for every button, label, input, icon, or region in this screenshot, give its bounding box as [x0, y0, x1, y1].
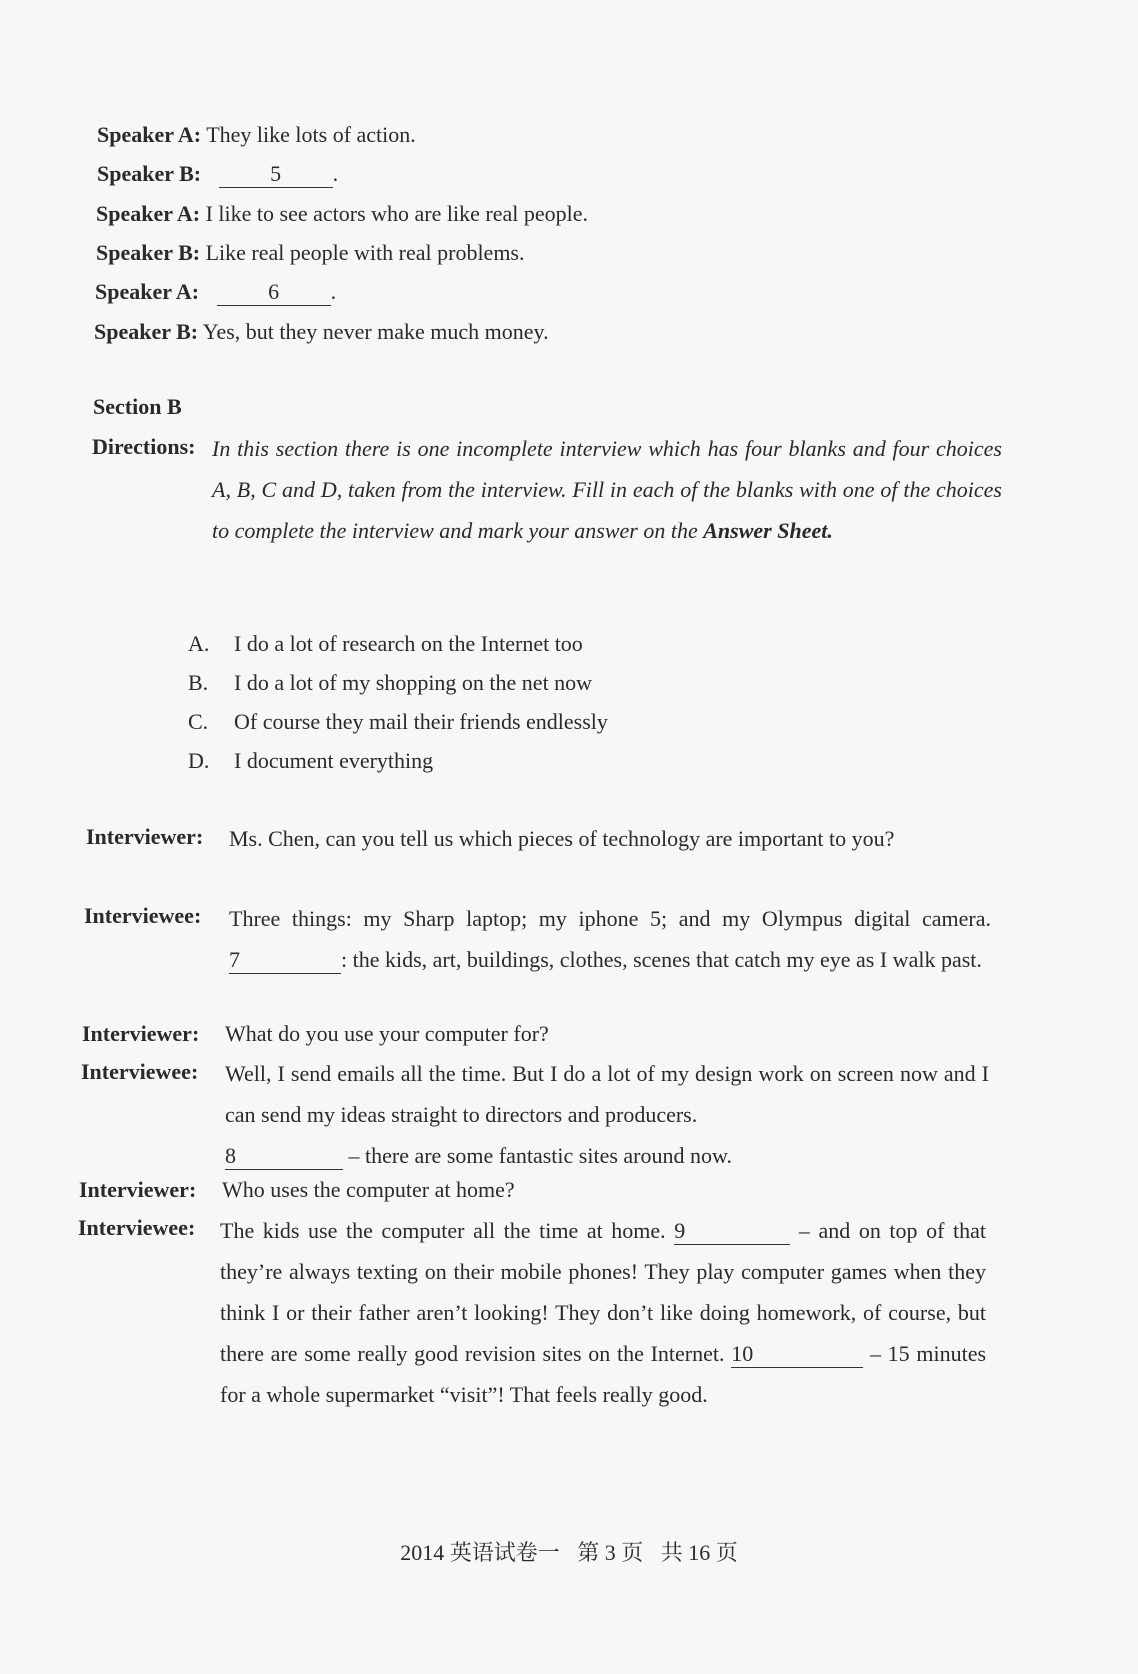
dialogue-text: They like lots of action.	[206, 122, 416, 147]
option-item	[188, 746, 433, 776]
dialogue-line	[95, 277, 336, 307]
speaker-label: Speaker A:	[96, 201, 201, 226]
answer-text: Well, I send emails all the time. But I do a lot of my design work on screen now and I can send my ideas straight to directors and producers.	[225, 1061, 989, 1127]
dialogue-text: .	[332, 161, 339, 186]
footer-exam-title: 2014 英语试卷一	[400, 1540, 560, 1565]
footer-page-number: 第 3 页	[577, 1540, 644, 1565]
answer-blank: 10	[731, 1341, 863, 1368]
directions-text	[212, 428, 1002, 551]
speaker-label: Speaker A:	[97, 122, 202, 147]
speaker-label: Speaker B:	[94, 319, 199, 344]
dialogue-line	[96, 199, 588, 229]
interviewer-label: Interviewer:	[86, 824, 204, 849]
option-item	[188, 668, 592, 698]
answer-text: – and on top of that they’re always texting on their mobile phones! They play computer games when they think I or their father aren’t looking! They don’t like doing homework, of course, but there are some really good revision sites on the Internet.	[220, 1218, 987, 1366]
answer-blank: 7	[229, 947, 341, 974]
question-2: What do you use your computer for?	[225, 1021, 549, 1046]
dialogue-text: I like to see actors who are like real people.	[205, 201, 588, 226]
answer-text: Three things: my Sharp laptop; my iphone 5; and my Olympus digital camera.	[229, 906, 991, 931]
option-letter: B.	[188, 670, 209, 695]
page-footer	[0, 1536, 1138, 1567]
option-item	[188, 629, 583, 659]
answer-text: : the kids, art, buildings, clothes, scenes that catch my eye as I walk past.	[341, 947, 982, 972]
option-letter: D.	[188, 748, 210, 773]
interviewer-label: Interviewer:	[79, 1177, 197, 1202]
interviewee-label: Interviewee:	[81, 1059, 199, 1084]
answer-3	[220, 1210, 986, 1415]
dialogue-line	[94, 317, 549, 347]
interviewee-label: Interviewee:	[84, 903, 202, 928]
option-letter: C.	[188, 709, 209, 734]
option-text: Of course they mail their friends endlessly	[234, 709, 608, 734]
option-text: I document everything	[234, 748, 434, 773]
answer-text: The kids use the computer all the time at home.	[220, 1218, 666, 1243]
answer-text: – 15 minutes for a whole supermarket “visit”! That feels really good.	[220, 1341, 987, 1407]
dialogue-text: Like real people with real problems.	[205, 240, 525, 265]
option-letter: A.	[188, 631, 210, 656]
dialogue-line	[97, 159, 338, 189]
option-item	[188, 707, 608, 737]
interviewer-label: Interviewer:	[82, 1021, 200, 1046]
option-text: I do a lot of research on the Internet too	[234, 631, 583, 656]
interviewee-label: Interviewee:	[78, 1215, 196, 1240]
speaker-label: Speaker A:	[95, 279, 200, 304]
answer-blank: 6	[217, 279, 331, 306]
answer-blank: 9	[674, 1218, 790, 1245]
answer-text: – there are some fantastic sites around now.	[348, 1143, 732, 1168]
answer-blank: 8	[225, 1143, 343, 1170]
dialogue-text: Yes, but they never make much money.	[202, 319, 549, 344]
dialogue-line	[96, 238, 525, 268]
section-title: Section B	[93, 394, 182, 419]
question-1: Ms. Chen, can you tell us which pieces of technology are important to you?	[229, 826, 895, 851]
speaker-label: Speaker B:	[97, 161, 202, 186]
answer-1	[229, 898, 991, 980]
question-3: Who uses the computer at home?	[222, 1177, 515, 1202]
speaker-label: Speaker B:	[96, 240, 201, 265]
directions-emphasis: Answer Sheet.	[703, 518, 833, 543]
answer-2	[225, 1053, 989, 1176]
dialogue-line	[97, 120, 416, 150]
option-text: I do a lot of my shopping on the net now	[234, 670, 593, 695]
directions-label: Directions:	[92, 434, 196, 459]
dialogue-text: .	[330, 279, 337, 304]
footer-page-total: 共 16 页	[660, 1540, 738, 1565]
directions-body: In this section there is one incomplete interview which has four blanks and four choices A, B, C and D, taken from the interview. Fill in each of the blanks with one of the choices to complete the interview and mark your answer on the	[212, 436, 1002, 543]
answer-blank: 5	[219, 161, 333, 188]
